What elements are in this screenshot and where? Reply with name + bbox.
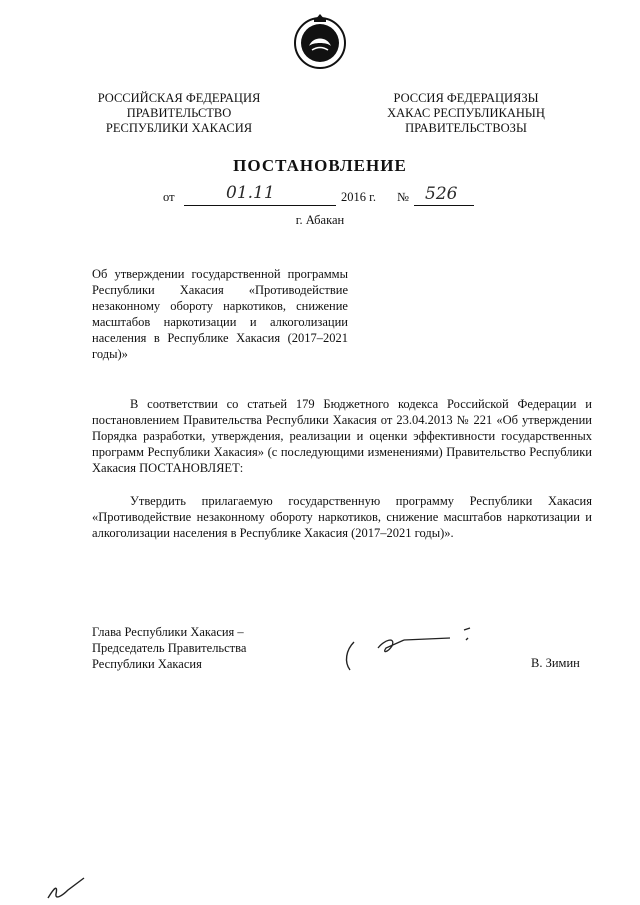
number-label: № <box>397 190 409 204</box>
header-left-block <box>88 91 270 136</box>
header-left-line: ПРАВИТЕЛЬСТВО <box>126 106 232 120</box>
body-paragraph-2: Утвердить прилагаемую государственную программу Республики Хакасия «Противодействие незаконному обороту наркотиков, снижение масштабов наркотизации и алкоголизации населения в Республике Хакасия (2017–2021 годы)». <box>92 494 592 540</box>
header-right-block <box>368 91 564 136</box>
date-underline <box>184 205 336 206</box>
handwritten-initial-mark <box>44 874 90 904</box>
signatory-line: Республики Хакасия <box>92 657 202 671</box>
handwritten-signature <box>338 620 488 678</box>
signatory-position <box>92 624 246 672</box>
handwritten-number: 526 <box>425 184 458 204</box>
header-left-line: РОССИЙСКАЯ ФЕДЕРАЦИЯ <box>97 91 261 105</box>
date-from-label: от <box>163 190 175 204</box>
header-right-line: РОССИЯ ФЕДЕРАЦИЯЗЫ <box>393 91 539 105</box>
signatory-name: В. Зимин <box>531 656 580 670</box>
header-right-line: ХАКАС РЕСПУБЛИКАНЫҢ <box>387 106 545 120</box>
coat-of-arms-emblem <box>291 12 349 70</box>
document-title: ПОСТАНОВЛЕНИЕ <box>233 156 407 175</box>
header-left-line: РЕСПУБЛИКИ ХАКАСИЯ <box>105 121 253 135</box>
date-year: 2016 г. <box>341 190 376 204</box>
city-line: г. Абакан <box>295 213 345 227</box>
document-subject: Об утверждении государственной программы Республики Хакасия «Противодействие незаконному обороту наркотиков, снижение масштабов наркотизации и алкоголизации населения в Республике Хакасия (2017–2021 годы)» <box>92 267 348 361</box>
signatory-line: Глава Республики Хакасия – <box>92 625 244 639</box>
header-right-line: ПРАВИТЕЛЬСТВОЗЫ <box>405 121 527 135</box>
signatory-line: Председатель Правительства <box>92 641 247 655</box>
handwritten-date: 01.11 <box>226 183 275 203</box>
number-underline <box>414 205 474 206</box>
body-paragraph-1: В соответствии со статьей 179 Бюджетного кодекса Российской Федерации и постановлением Правительства Республики Хакасия от 23.04.2013 № 221 «Об утверждении Порядка разработки, утверждения, реализации и оценки эффективности государственных программ Республики Хакасия» (с последующими изменениями) Правительство Республики Хакасия ПОСТАНОВЛЯЕТ: <box>92 397 592 475</box>
